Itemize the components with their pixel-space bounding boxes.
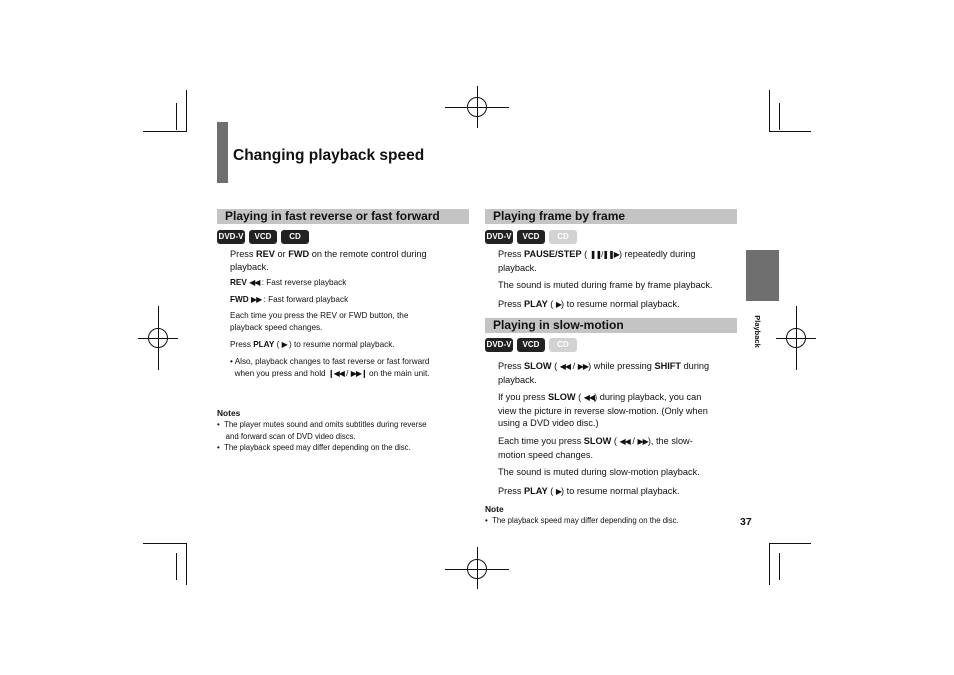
notes-heading: Notes — [217, 408, 241, 418]
play-icon: ▶ — [555, 300, 562, 309]
slow-speed-change-text: Each time you press SLOW ( ◀◀ / ▶▶), the slow- motion speed changes. — [498, 436, 693, 460]
slow-mute-text: The sound is muted during slow-motion playback. — [498, 467, 700, 477]
rewind-icon: ◀◀ — [583, 393, 595, 402]
badge-vcd: VCD — [517, 230, 545, 244]
note-heading: Note — [485, 504, 504, 514]
badge-cd-disabled: CD — [549, 230, 577, 244]
main-unit-bullet: • Also, playback changes to fast reverse or fast forward when you press and hold ❙◀◀ / ▶▶❙ on the main unit. — [230, 357, 430, 378]
slow-resume-text: Press PLAY ( ▶) to resume normal playback. — [498, 486, 680, 496]
reverse-slow-text: If you press SLOW ( ◀◀) during playback, you can view the picture in reverse slow-motion. (Only when using a DVD video disc.) — [498, 392, 708, 428]
fast-scan-instruction: Press REV or FWD on the remote control during playback. — [230, 249, 427, 272]
badge-cd-disabled: CD — [549, 338, 577, 352]
fast-forward-icon: ▶▶ — [637, 437, 648, 446]
rewind-icon: ◀◀ — [559, 362, 571, 371]
badge-dvd-video: DVD-V — [485, 230, 513, 244]
section-tab — [746, 250, 779, 301]
note-text: • The playback speed may differ depending on the disc. — [485, 516, 679, 525]
notes-list: • The player mutes sound and omits subtitles during reverse and forward scan of DVD video discs. • The playback speed may differ depending on the disc. — [217, 420, 427, 452]
badge-vcd: VCD — [249, 230, 277, 244]
frame-resume-text: Press PLAY ( ▶) to resume normal playback. — [498, 299, 680, 309]
section-tab-label: Playback — [752, 315, 762, 348]
section-header-fast-scan: Playing in fast reverse or fast forward — [217, 209, 469, 224]
fast-forward-icon: ▶▶ — [577, 362, 589, 371]
badge-dvd-video: DVD-V — [485, 338, 513, 352]
slow-motion-instruction: Press SLOW ( ◀◀ / ▶▶) while pressing SHIFT during playback. — [498, 361, 710, 385]
frame-step-instruction: Press PAUSE/STEP ( ❚❚/❚❚▶) repeatedly during playback. — [498, 249, 696, 273]
fwd-definition: FWD ▶▶ : Fast forward playback — [230, 295, 349, 304]
title-accent-bar — [217, 122, 228, 183]
speed-change-text: Each time you press the REV or FWD button, the playback speed changes. — [230, 311, 409, 332]
frame-mute-text: The sound is muted during frame by frame playback. — [498, 280, 713, 290]
play-icon: ▶ — [555, 487, 562, 496]
rewind-icon: ◀◀ — [619, 437, 630, 446]
resume-play-text: Press PLAY ( ▶ ) to resume normal playback. — [230, 340, 395, 349]
section-header-frame-by-frame: Playing frame by frame — [485, 209, 737, 224]
page-title: Changing playback speed — [233, 147, 425, 164]
badge-vcd: VCD — [517, 338, 545, 352]
skip-back-icon: ❙◀◀ — [327, 368, 344, 378]
badge-cd: CD — [281, 230, 309, 244]
fast-forward-icon: ▶▶ — [250, 295, 262, 304]
rewind-icon: ◀◀ — [249, 278, 260, 287]
rev-definition: REV ◀◀ : Fast reverse playback — [230, 278, 347, 287]
section-header-slow-motion: Playing in slow-motion — [485, 318, 737, 333]
pause-step-icon: ❚❚/❚❚▶ — [589, 250, 619, 259]
skip-forward-icon: ▶▶❙ — [350, 368, 367, 378]
play-icon: ▶ — [281, 340, 287, 349]
page-number: 37 — [740, 516, 752, 528]
badge-dvd-video: DVD-V — [217, 230, 245, 244]
